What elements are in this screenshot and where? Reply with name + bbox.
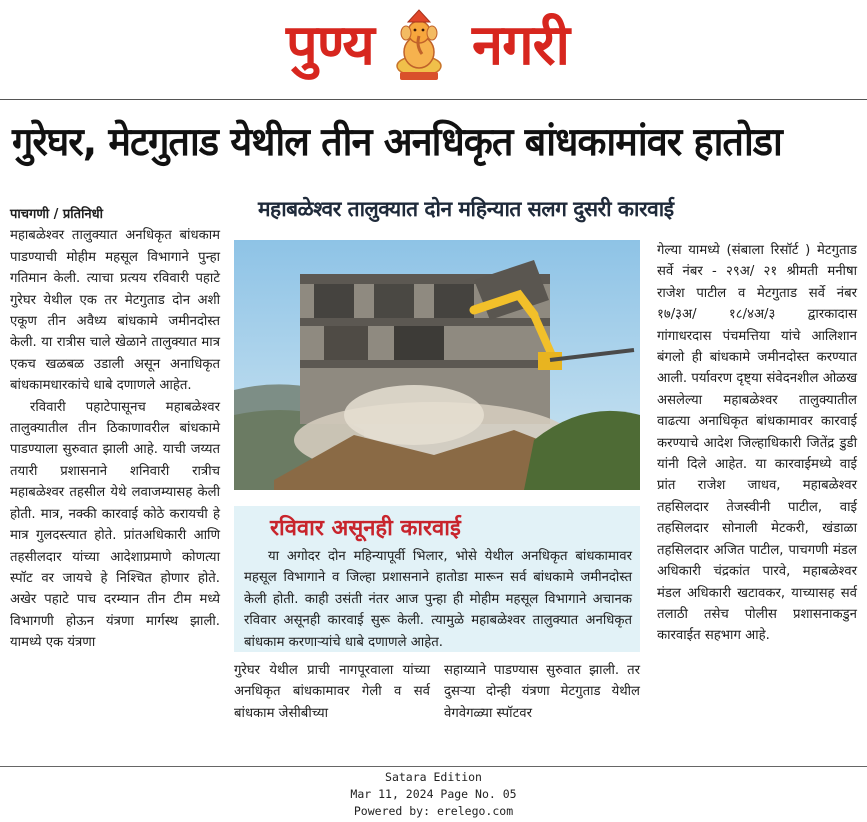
article-column-1 — [10, 204, 220, 654]
powered-by-link[interactable]: Powered by: erelego.com — [353, 804, 514, 818]
paragraph: महाबळेश्वर तालुक्यात अनधिकृत बांधकाम पाडण्याची मोहीम महसूल विभागाने पुन्हा गतिमान केली. त्याचा प्रत्यय रविवारी पहाटे गुरेघर येथील एक तर मेटगुताड दोन अशी एकूण तीन अवैध्य बांधकामे जमीनदोस्त केली. या रात्रीस चाले खेळाने तालुक्यात मात्र एकच खळबळ उडाली असून अनाधिकृत बांधकामधारकांचे धाबे दणाणले आहेत. — [10, 228, 220, 394]
demolition-photo — [234, 240, 640, 490]
paragraph: रविवारी पहाटेपासूनच महाबळेश्वर तालुक्यातील तीन ठिकाणावरील बांधकामे पाडण्याला सुरुवात झाली आहे. याची जय्यत तयारी प्रशासनाने शनिवारी रात्रीच महाबळेश्वर तहसील येथे लवाजम्यासह केली होती. मात्र, नक्की कारवाई कोठे करायची हे मात्र गुलदस्त्यात होते. प्रांतअधिकारी आणि तहसीलदार यांच्या आदेशाप्रमाणे कोणत्या स्पॉट वर जायचे हे निश्चित होणार होते. अखेर पहाटे पाच दरम्यान तीन टीम मध्ये विभागणी होऊन यंत्रणा मार्गस्थ झाली. यामध्ये एक यंत्रणा — [10, 399, 220, 651]
headline: गुरेघर, मेटगुताड येथील तीन अनधिकृत बांधकामांवर हातोडा — [12, 120, 782, 165]
article-column-2 — [234, 660, 430, 724]
sidebar-box — [234, 506, 640, 652]
footer-divider — [0, 766, 867, 767]
article-column-4 — [657, 240, 857, 647]
date-page-label: Mar 11, 2024 Page No. 05 — [350, 787, 517, 801]
paragraph: या अगोदर दोन महिन्यापूर्वी भिलार, भोसे येथील अनधिकृत बांधकामावर महसूल विभागाने व जिल्हा प्रशासनाने हातोडा मारून सर्व बांधकामे जमीनदोस्त केली होती. काही उसंती नंतर आज पुन्हा ही मोहीम महसूल विभागाने अचानक रविवार असूनही कारवाई सुरू केली. त्यामुळे महाबळेश्वर तालुक्यात अनधिकृत बांधकाम करणाऱ्यांचे धाबे दणाणले आहेत. — [244, 549, 632, 650]
paragraph: गुरेघर येथील प्राची नागपूरवाला यांच्या अनधिकृत बांधकामावर गेली व सर्व बांधकाम जेसीबीच्या — [234, 663, 430, 721]
paragraph: गेल्या यामध्ये (संबाला रिसॉर्ट ) मेटगुताड सर्वे नंबर - २९अ/ २१ श्रीमती मनीषा राजेश पाटील व मेटगुताड सर्वे नंबर १७/३अ/ १८/४अ/३ द्वारकादास गांगाधरदास पंचमत्तिया यांचे आलिशान बंगलो ही बांधकामे जमीनदोस्त करण्यात आली. पर्यावरण दृष्ट्या संवेदनशील ओळख असलेल्या महाबळेश्वर तालुक्यातील वाढत्या अनाधिकृत बांधकामावर कारवाई करण्याचे आदेश जिल्हाधिकारी जितेंद्र डुडी यांनी दिले आहेत. या कारवाईमध्ये वाई प्रांत राजेश जाधव, महाबळेश्वर तहसिलदार तेजस्वीनी पाटील, वाई तहसिलदार सोनाली मेटकरी, खंडाळा तहसिलदार अजित पाटील, पाचगणी मंडल अधिकारी चंद्रकांत पारवे, महाबळेश्वर मंडल अधिकारी खटावकर, याच्यासह सर्व तलाठी तसेच पोलीस प्रशासनाकडुन कारवाईत सहभाग आहे. — [657, 243, 857, 644]
demolition-image — [234, 240, 640, 490]
masthead-title-left: पुण्य — [286, 13, 374, 78]
footer — [0, 769, 867, 820]
masthead — [0, 0, 867, 92]
header-divider — [0, 99, 867, 100]
paragraph: सहाय्याने पाडण्यास सुरुवात झाली. तर दुसऱ्या दोन्ही यंत्रणा मेटगुताड येथील वेगवेगळ्या स्पॉटवर — [444, 663, 640, 721]
box-title: रविवार असूनही कारवाई — [270, 516, 461, 541]
masthead-title-right: नगरी — [472, 13, 570, 78]
subheadline: महाबळेश्वर तालुक्यात दोन महिन्यात सलग दुसरी कारवाई — [258, 197, 674, 221]
article-column-3 — [444, 660, 640, 724]
ganesha-logo-icon — [394, 8, 444, 84]
box-text — [244, 546, 632, 653]
edition-label: Satara Edition — [385, 770, 482, 784]
byline: पाचगणी / प्रतिनिधी — [10, 207, 104, 222]
